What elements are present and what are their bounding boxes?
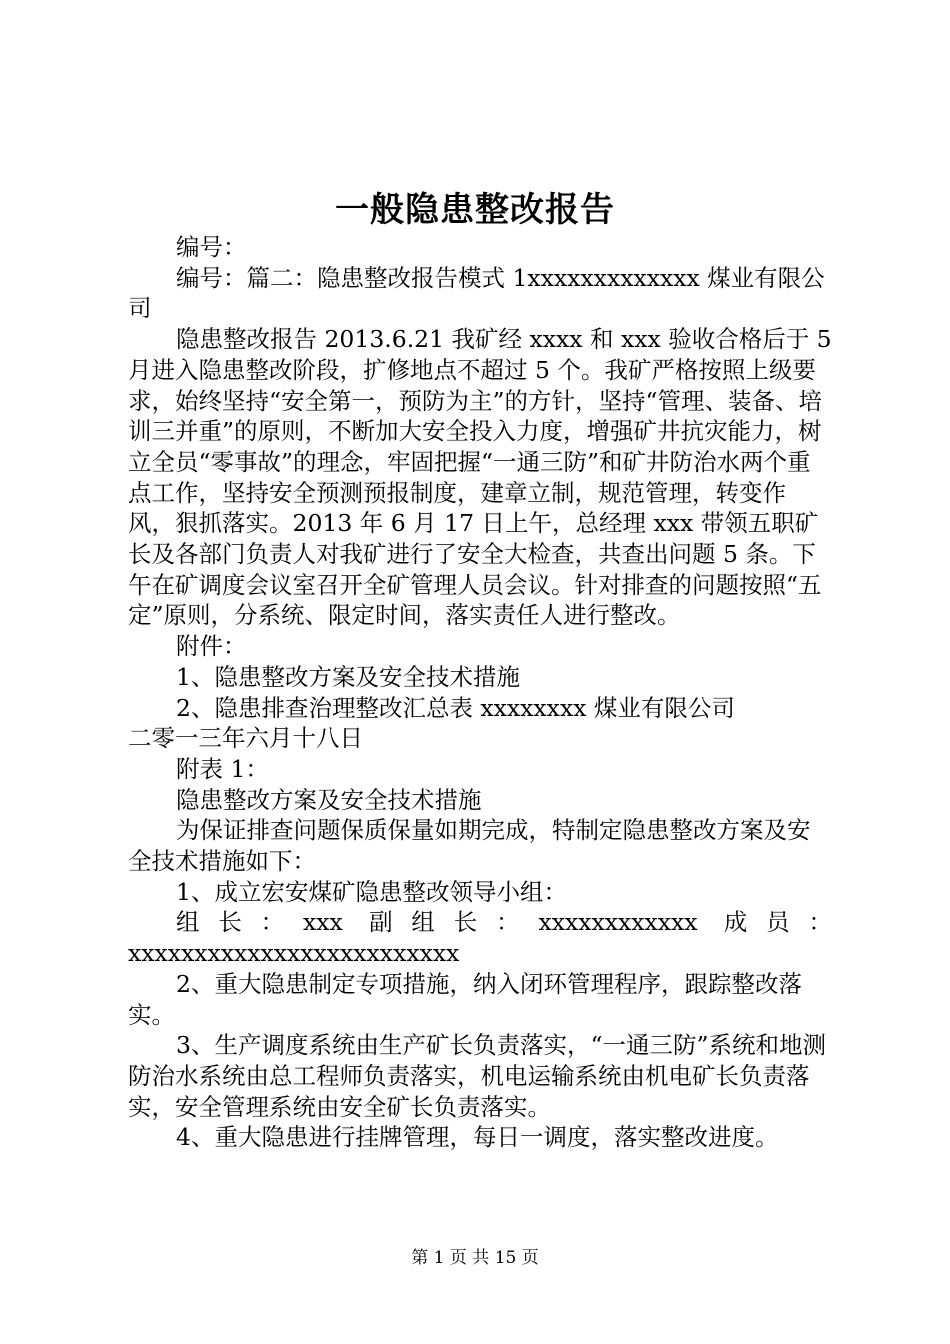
report-main-paragraph: 隐患整改报告 2013.6.21 我矿经 xxxx 和 xxx 验收合格后于 5 月进入隐患整改阶段，扩修地点不超过 5 个。我矿严格按照上级要求，始终坚持“安全第一，预防为主”的方针，坚持“管理、装备、培训三并重”的原则，不断加大安全投入力度，增强矿井抗灾能力，树立全员“零事故”的理念，牢固把握“一通三防”和矿井防治水两个重点工作，坚持安全预测预报制度，建章立制，规范管理，转变作风，狠抓落实。2013 年 6 月 17 日上午，总经理 xxx 带领五职矿长及各部门负责人对我矿进行了安全大检查，共查出问题 5 条。下午在矿调度会议室召开全矿管理人员会议。针对排查的问题按照“五定”原则，分系统、限定时间，落实责任人进行整改。 (128, 325, 832, 630)
serial-number-label: 编号： (176, 233, 247, 261)
report-header-line: 编号：篇二：隐患整改报告模式 1xxxxxxxxxxxxx 煤业有限公司 (128, 263, 825, 323)
measure-item-1: 1、成立宏安煤矿隐患整改领导小组： (176, 877, 567, 906)
attachment-item-2: 2、隐患排查治理整改汇总表 xxxxxxxx 煤业有限公司 (176, 693, 735, 722)
leadership-members: xxxxxxxxxxxxxxxxxxxxxxxxx (128, 939, 460, 968)
measure-item-3: 3、生产调度系统由生产矿长负责落实，“一通三防”系统和地测防治水系统由总工程师负责落实，机电运输系统由机电矿长负责落实，安全管理系统由安全矿长负责落实。 (128, 1031, 826, 1121)
measure-item-2: 2、重大隐患制定专项措施，纳入闭环管理程序，跟踪整改落实。 (128, 969, 802, 1029)
attachments-label: 附件： (176, 632, 247, 661)
report-date: 二零一三年六月十八日 (128, 724, 363, 753)
attachment-item-1: 1、隐患整改方案及安全技术措施 (176, 662, 520, 691)
document-body (128, 232, 832, 1153)
appendix-label: 附表 1： (176, 754, 269, 783)
appendix-title: 隐患整改方案及安全技术措施 (176, 785, 482, 814)
page-footer: 第 1 页 共 15 页 (411, 1248, 539, 1268)
leadership-group-line: 组长：xxx 副组长：xxxxxxxxxxxx 成员： (176, 908, 832, 937)
document-title: 一般隐患整改报告 (335, 190, 615, 230)
measure-item-4: 4、重大隐患进行挂牌管理，每日一调度，落实整改进度。 (176, 1123, 779, 1152)
measures-intro: 为保证排查问题保质保量如期完成，特制定隐患整改方案及安全技术措施如下： (128, 816, 811, 876)
